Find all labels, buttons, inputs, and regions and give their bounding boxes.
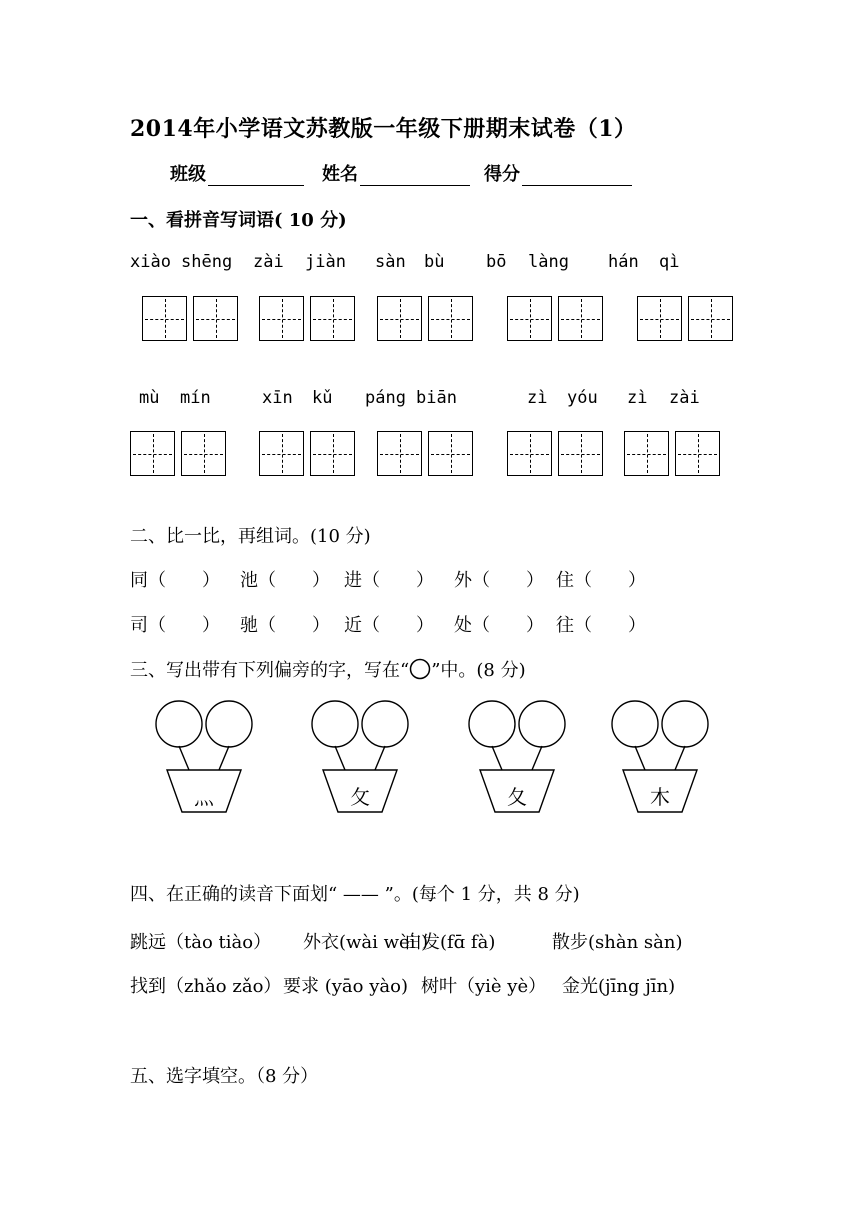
answer-circle[interactable] bbox=[156, 701, 202, 747]
reading-item: 白发(fɑ̄ fà) bbox=[404, 932, 496, 953]
writing-grid-box[interactable] bbox=[377, 296, 422, 341]
compare-item: 进（ ） bbox=[344, 570, 434, 591]
pinyin-syllable: qì bbox=[659, 252, 680, 272]
pinyin-syllable: zài bbox=[253, 252, 284, 272]
pinyin-syllable: hán bbox=[608, 252, 639, 272]
answer-circle[interactable] bbox=[312, 701, 358, 747]
radical-label: 木 bbox=[650, 785, 670, 809]
radical-label: 攵 bbox=[350, 785, 370, 809]
flower-stem bbox=[375, 746, 385, 770]
answer-circle[interactable] bbox=[362, 701, 408, 747]
compare-item: 近（ ） bbox=[344, 615, 434, 636]
flower-stem bbox=[675, 746, 685, 770]
page-title: 2014年小学语文苏教版一年级下册期末试卷（1） bbox=[130, 116, 637, 142]
pinyin-syllable: biān bbox=[416, 388, 457, 408]
pinyin-syllable: zì bbox=[527, 388, 548, 408]
pinyin-syllable: bō bbox=[486, 252, 507, 272]
writing-grid-box[interactable] bbox=[259, 431, 304, 476]
pinyin-syllable: mín bbox=[180, 388, 211, 408]
pinyin-syllable: zài bbox=[669, 388, 700, 408]
score-blank[interactable] bbox=[522, 165, 632, 186]
writing-grid-box[interactable] bbox=[507, 431, 552, 476]
flowerpot bbox=[156, 701, 252, 812]
writing-grid-box[interactable] bbox=[310, 296, 355, 341]
pinyin-syllable: bù bbox=[424, 252, 445, 272]
section3-heading bbox=[130, 656, 526, 682]
circle-icon bbox=[409, 658, 431, 680]
radical-label: 灬 bbox=[194, 785, 214, 809]
answer-circle[interactable] bbox=[612, 701, 658, 747]
section2-heading: 二、比一比，再组词。(10 分) bbox=[130, 526, 371, 547]
flower-stem bbox=[492, 746, 502, 770]
pinyin-syllable: mù bbox=[139, 388, 160, 408]
compare-item: 外（ ） bbox=[454, 570, 544, 591]
pinyin-syllable: jiàn bbox=[305, 252, 346, 272]
pinyin-syllable: xiào bbox=[130, 252, 171, 272]
reading-item: 散步(shàn sàn) bbox=[552, 932, 683, 953]
answer-circle[interactable] bbox=[662, 701, 708, 747]
name-blank[interactable] bbox=[360, 165, 470, 186]
section1-heading: 一、看拼音写词语( 10 分) bbox=[130, 210, 347, 231]
flower-stem bbox=[179, 746, 189, 770]
writing-grid-box[interactable] bbox=[193, 296, 238, 341]
flower-stem bbox=[335, 746, 345, 770]
flowerpot bbox=[312, 701, 408, 812]
compare-item: 驰（ ） bbox=[240, 615, 330, 636]
compare-item: 处（ ） bbox=[454, 615, 544, 636]
reading-item: 外衣(wài wèi ) bbox=[303, 932, 429, 953]
flower-stem bbox=[635, 746, 645, 770]
writing-grid-box[interactable] bbox=[310, 431, 355, 476]
name-field bbox=[322, 160, 470, 186]
flowerpot bbox=[612, 701, 708, 812]
answer-circle[interactable] bbox=[469, 701, 515, 747]
score-field bbox=[484, 160, 632, 186]
answer-circle[interactable] bbox=[519, 701, 565, 747]
writing-grid-box[interactable] bbox=[637, 296, 682, 341]
writing-grid-box[interactable] bbox=[688, 296, 733, 341]
pinyin-syllable: zì bbox=[627, 388, 648, 408]
pinyin-syllable: làng bbox=[528, 252, 569, 272]
radical-label: 夂 bbox=[507, 785, 527, 809]
section3-heading-after: ”中。(8 分) bbox=[431, 660, 526, 681]
reading-item: 要求 (yāo yào) bbox=[283, 976, 408, 997]
flowerpot bbox=[469, 701, 565, 812]
writing-grid-box[interactable] bbox=[675, 431, 720, 476]
reading-item: 跳远（tào tiào） bbox=[130, 932, 272, 953]
writing-grid-box[interactable] bbox=[558, 296, 603, 341]
writing-grid-box[interactable] bbox=[507, 296, 552, 341]
compare-item: 往（ ） bbox=[556, 615, 646, 636]
answer-circle[interactable] bbox=[206, 701, 252, 747]
flower-stem bbox=[532, 746, 542, 770]
writing-grid-box[interactable] bbox=[377, 431, 422, 476]
pinyin-syllable: páng bbox=[365, 388, 406, 408]
class-blank[interactable] bbox=[208, 165, 304, 186]
compare-item: 池（ ） bbox=[240, 570, 330, 591]
class-label: 班级 bbox=[170, 164, 206, 185]
section4-heading: 四、在正确的读音下面划“ —— ”。(每个 1 分，共 8 分) bbox=[130, 884, 580, 905]
writing-grid-box[interactable] bbox=[624, 431, 669, 476]
writing-grid-box[interactable] bbox=[428, 296, 473, 341]
writing-grid-box[interactable] bbox=[130, 431, 175, 476]
pinyin-syllable: sàn bbox=[375, 252, 406, 272]
name-label: 姓名 bbox=[322, 164, 358, 185]
writing-grid-box[interactable] bbox=[428, 431, 473, 476]
compare-item: 司（ ） bbox=[130, 615, 220, 636]
pinyin-syllable: kǔ bbox=[312, 388, 333, 408]
reading-item: 树叶（yiè yè） bbox=[421, 976, 547, 997]
reading-item: 找到（zhǎo zǎo） bbox=[130, 976, 282, 997]
flower-stem bbox=[219, 746, 229, 770]
pinyin-syllable: xīn bbox=[262, 388, 293, 408]
writing-grid-box[interactable] bbox=[558, 431, 603, 476]
writing-grid-box[interactable] bbox=[142, 296, 187, 341]
class-field bbox=[170, 160, 304, 186]
pinyin-syllable: shēng bbox=[181, 252, 233, 272]
pinyin-syllable: yóu bbox=[567, 388, 598, 408]
score-label: 得分 bbox=[484, 164, 520, 185]
writing-grid-box[interactable] bbox=[181, 431, 226, 476]
flowerpot-figures bbox=[0, 690, 860, 830]
compare-item: 住（ ） bbox=[556, 570, 646, 591]
writing-grid-box[interactable] bbox=[259, 296, 304, 341]
reading-item: 金光(jīng jīn) bbox=[562, 976, 676, 997]
compare-item: 同（ ） bbox=[130, 570, 220, 591]
section3-heading-before: 三、写出带有下列偏旁的字，写在“ bbox=[130, 660, 410, 681]
section5-heading: 五、选字填空。（8 分） bbox=[130, 1066, 319, 1087]
